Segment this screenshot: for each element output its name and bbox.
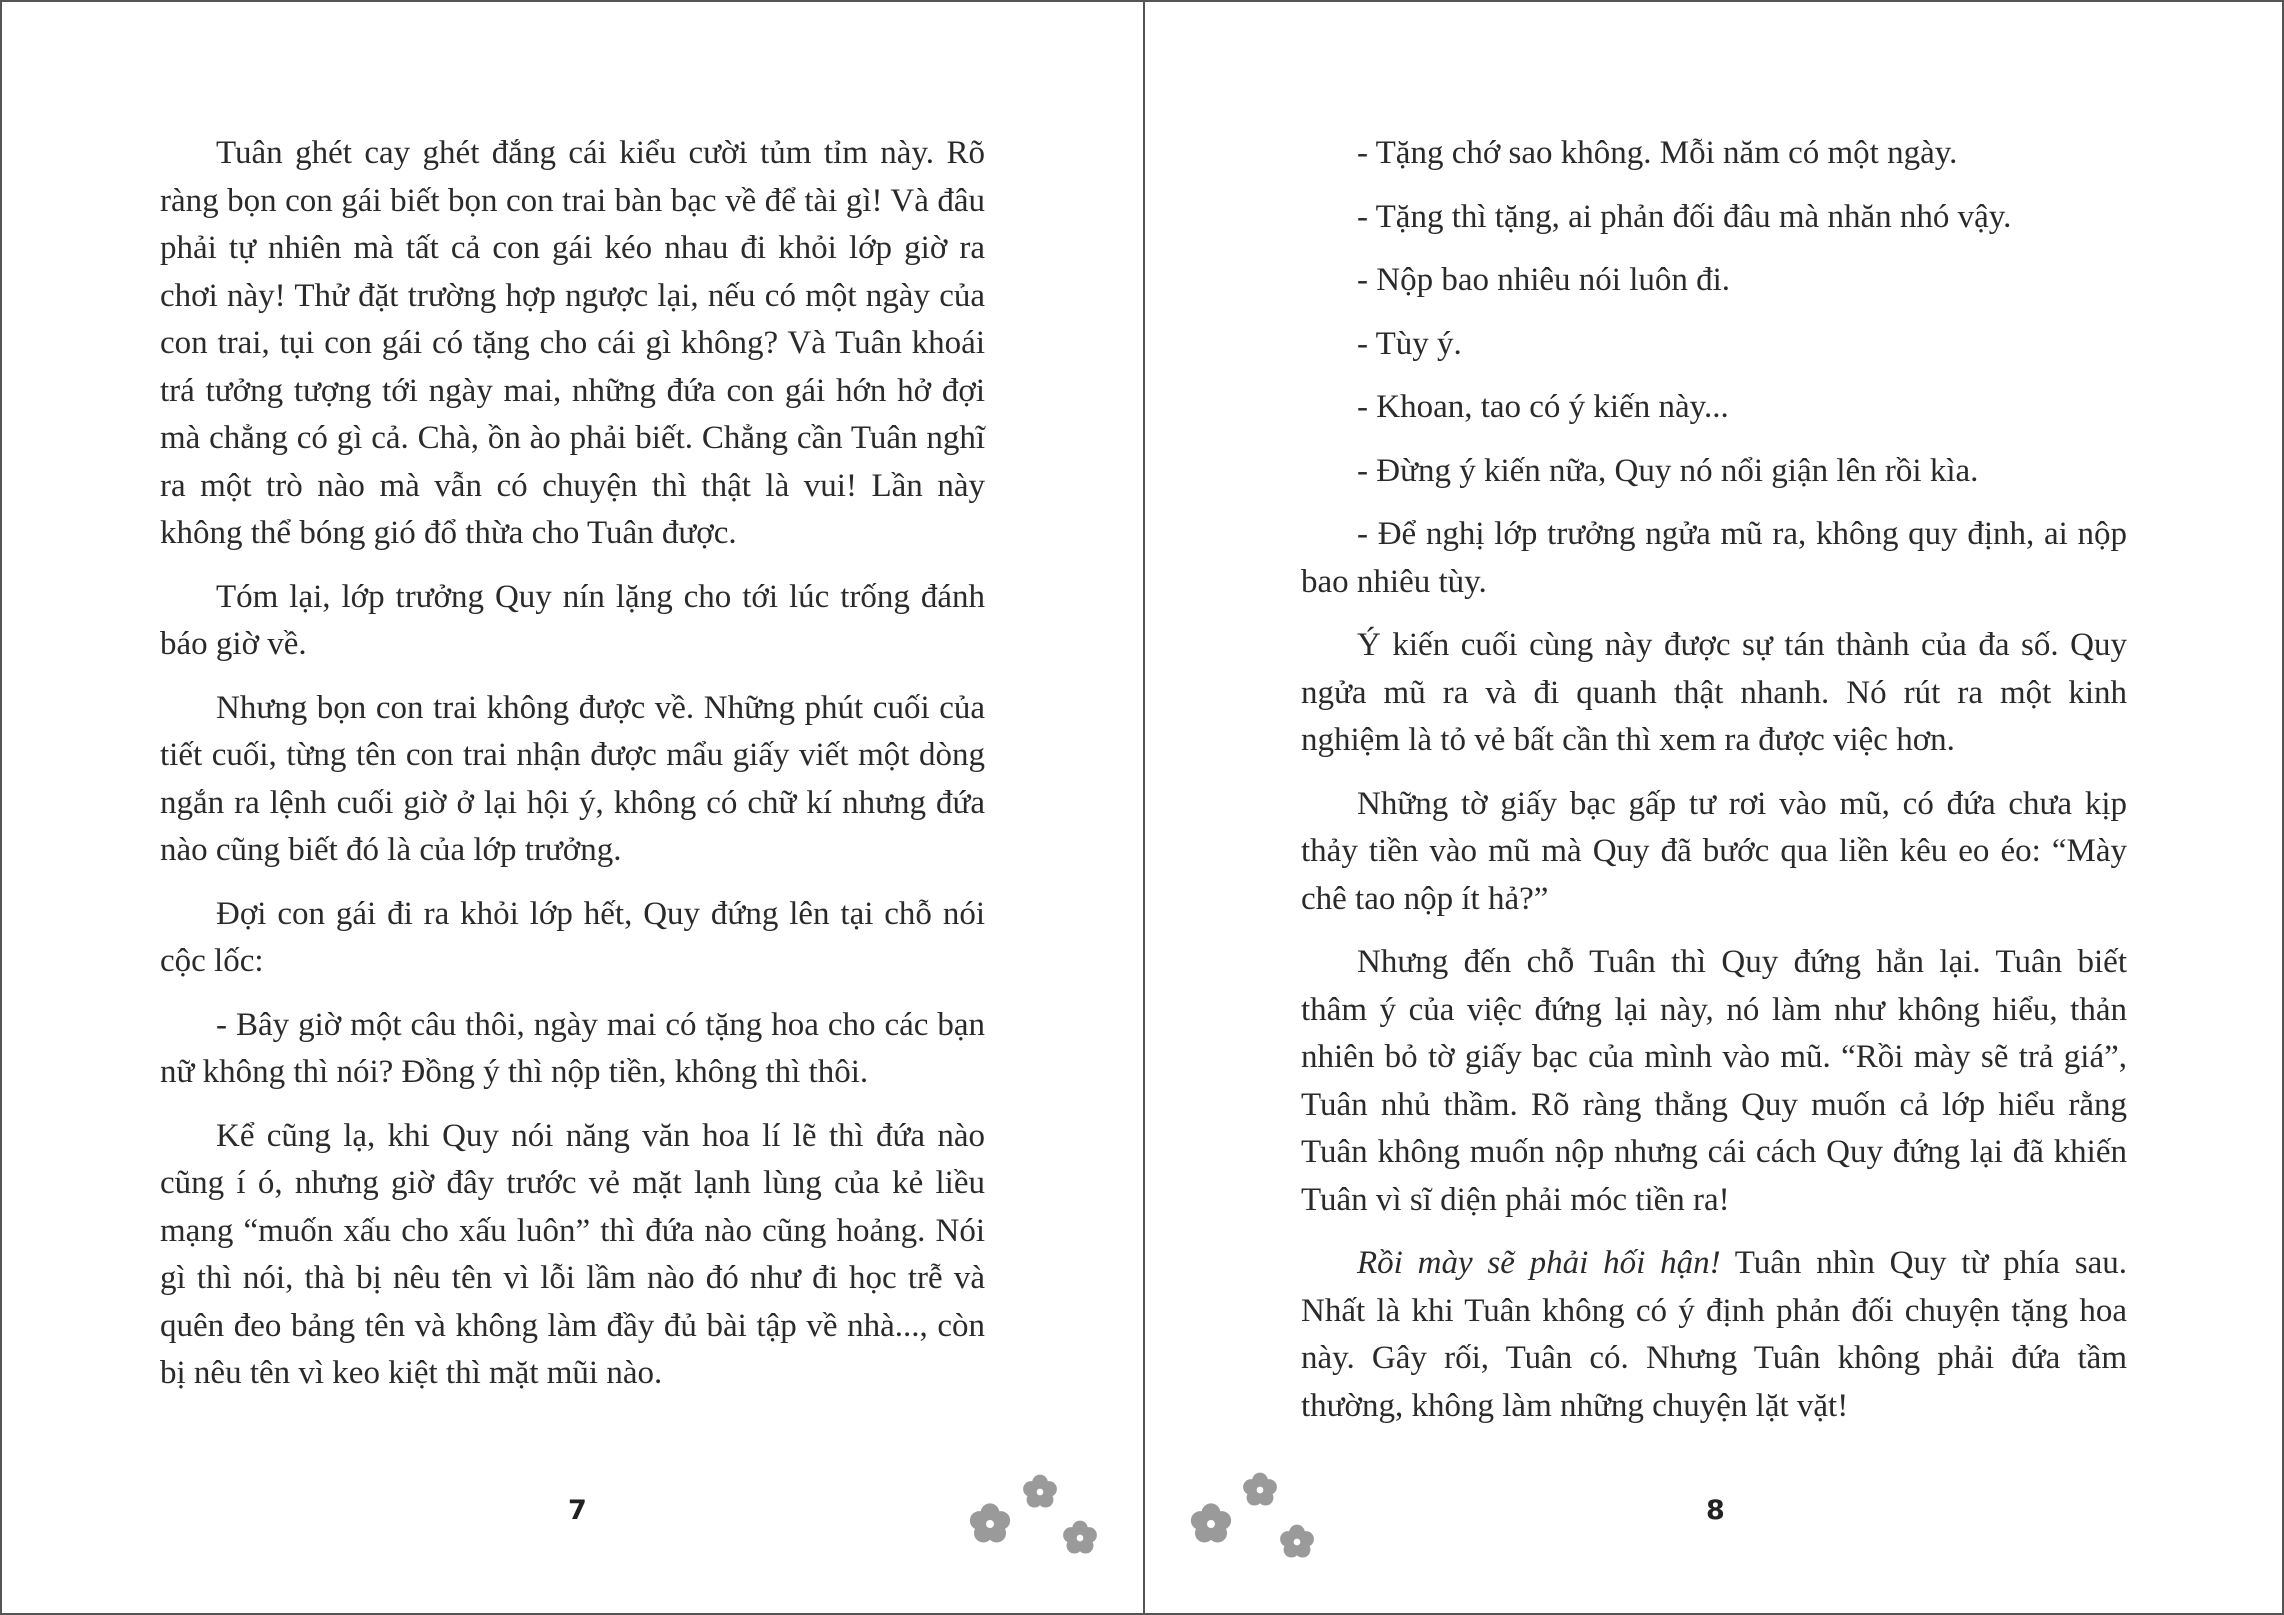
right-page <box>1145 2 2284 1613</box>
paragraph: Tuân ghét cay ghét đắng cái kiểu cười tủm tỉm này. Rõ ràng bọn con gái biết bọn con trai bàn bạc về để tài gì! Và đâu phải tự nhiên mà tất cả con gái kéo nhau đi khỏi lớp giờ ra chơi này! Thử đặt trường hợp ngược lại, nếu có một ngày của con trai, tụi con gái có tặng cho cái gì không? Và Tuân khoái trá tưởng tượng tới ngày mai, những đứa con gái hớn hở đợi mà chẳng có gì cả. Chà, ồn ào phải biết. Chẳng cần Tuân nghĩ ra một trò nào mà vẫn có chuyện thì thật là vui! Lần này không thể bóng gió đổ thừa cho Tuân được. <box>160 135 985 551</box>
page-number: 7 <box>568 1495 587 1526</box>
dialogue-line: - Khoan, tao có ý kiến này... <box>1357 389 1729 425</box>
flower-icon <box>1187 1462 1327 1572</box>
dialogue-line: - Để nghị lớp trưởng ngửa mũ ra, không quy định, ai nộp bao nhiêu tùy. <box>1301 516 2127 600</box>
paragraph: Kể cũng lạ, khi Quy nói năng văn hoa lí lẽ thì đứa nào cũng í ó, nhưng giờ đây trước vẻ mặt lạnh lùng của kẻ liều mạng “muốn xấu cho xấu luôn” thì đứa nào cũng hoảng. Nói gì thì nói, thà bị nêu tên vì lỗi lầm nào đó như đi học trễ và quên đeo bảng tên và không làm đầy đủ bài tập về nhà..., còn bị nêu tên vì keo kiệt thì mặt mũi nào. <box>160 1117 985 1391</box>
paragraph: - Bây giờ một câu thôi, ngày mai có tặng hoa cho các bạn nữ không thì nói? Đồng ý thì nộp tiền, không thì thôi. <box>160 1006 985 1090</box>
dialogue-line: - Nộp bao nhiêu nói luôn đi. <box>1357 262 1731 298</box>
paragraph: Đợi con gái đi ra khỏi lớp hết, Quy đứng lên tại chỗ nói cộc lốc: <box>160 895 985 979</box>
paragraph: Ý kiến cuối cùng này được sự tán thành của đa số. Quy ngửa mũ ra và đi quanh thật nhanh. Nó rút ra một kinh nghiệm là tỏ vẻ bất cần thì xem ra được việc hơn. <box>1301 627 2127 758</box>
dialogue-line: - Tùy ý. <box>1357 325 1462 362</box>
paragraph: Tóm lại, lớp trưởng Quy nín lặng cho tới lúc trống đánh báo giờ về. <box>160 578 985 662</box>
paragraph: Những tờ giấy bạc gấp tư rơi vào mũ, có đứa chưa kịp thảy tiền vào mũ mà Quy đã bước qua liền kêu eo éo: “Mày chê tao nộp ít hả?” <box>1301 785 2127 917</box>
italic-phrase: Rồi mày sẽ phải hối hận! <box>1357 1245 1721 1281</box>
paragraph: Nhưng đến chỗ Tuân thì Quy đứng hẳn lại. Tuân biết thâm ý của việc đứng lại này, nó làm như không hiểu, thản nhiên bỏ tờ giấy bạc của mình vào mũ. “Rồi mày sẽ trả giá”, Tuân nhủ thầm. Rõ ràng thằng Quy muốn cả lớp hiểu rằng Tuân không muốn nộp nhưng cái cách Quy đứng lại đã khiến Tuân vì sĩ diện phải móc tiền ra! <box>1301 944 2127 1218</box>
paragraph <box>1301 1240 2127 1430</box>
dialogue-line: - Đừng ý kiến nữa, Quy nó nổi giận lên rồi kìa. <box>1357 452 1979 489</box>
left-page <box>2 2 1143 1613</box>
page-number: 8 <box>1706 1495 1725 1526</box>
flower-icon <box>962 1462 1102 1572</box>
left-page-text <box>160 130 985 1414</box>
dialogue-line: - Tặng thì tặng, ai phản đối đâu mà nhăn nhó vậy. <box>1357 198 2012 235</box>
dialogue-line: - Tặng chớ sao không. Mỗi năm có một ngày. <box>1357 135 1958 171</box>
paragraph-rest: Tuân nhìn Quy từ phía sau. Nhất là khi Tuân không có ý định phản đối chuyện tặng hoa này. Gây rối, Tuân có. Nhưng Tuân không phải đứa tầm thường, không làm những chuyện lặt vặt! <box>1301 1245 2127 1424</box>
paragraph: Nhưng bọn con trai không được về. Những phút cuối của tiết cuối, từng tên con trai nhận được mẩu giấy viết một dòng ngắn ra lệnh cuối giờ ở lại hội ý, không có chữ kí nhưng đứa nào cũng biết đó là của lớp trưởng. <box>160 689 985 868</box>
right-page-text <box>1301 130 2127 1446</box>
